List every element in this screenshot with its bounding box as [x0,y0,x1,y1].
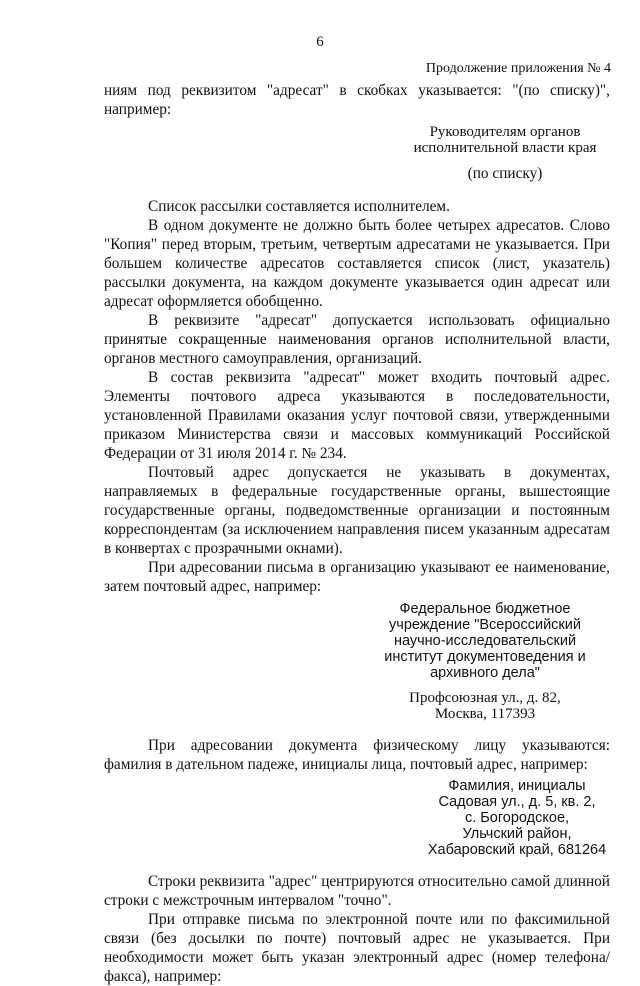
address-line: с. Богородское, [464,810,570,826]
address-line: Садовая ул., д. 5, кв. 2, [438,794,596,810]
paragraph: В состав реквизита "адресат" может входить почтовый адрес. Элементы почтового адреса указываются в последовательности, установленной Правилами оказания услуг почтовой связи, утвержденными приказом Министерства связи и массовых коммуникаций Российской Федерации от 31 июля 2014 г. № 234. [104,369,610,462]
paragraph: Почтовый адрес допускается не указывать в документах, направляемых в федеральные государственные органы, вышестоящие государственные органы, подведомственные организации и постоянным корреспондентам (за исключением направления писем указанным адресатам в конвертах с прозрачными окнами). [104,464,610,557]
paragraph: В одном документе не должно быть более четырех адресатов. Слово "Копия" перед вторым, третьим, четвертым адресатами не указывается. При большем количестве адресатов составляется список (лист, указатель) рассылки документа, на каждом документе указывается один адресат или адресат оформляется обобщенно. [104,217,610,310]
example-addressee-officials [400,124,610,156]
address-line: Федеральное бюджетное [399,601,571,617]
paragraph: Список рассылки составляется исполнителем. [148,198,450,215]
example-organization-postal-address [380,690,610,722]
document-body [104,81,610,986]
address-line: учреждение "Всероссийский [389,617,581,633]
paragraph: При адресовании письма в организацию указывают ее наименование, затем почтовый адрес, например: [104,559,610,595]
paragraph: Строки реквизита "адрес" центрируются относительно самой длинной строки с межстрочным интервалом "точно". [104,873,610,909]
address-line: Фамилия, инициалы [448,778,586,794]
paragraph: В реквизите "адресат" допускается использовать официально принятые сокращенные наименования органов исполнительной власти, органов местного самоуправления, организаций. [104,312,610,367]
paragraph: При адресовании документа физическому лицу указываются: фамилия в дательном падеже, инициалы лица, почтовый адрес, например: [104,737,610,773]
paragraph-continued: ниям под реквизитом "адресат" в скобках указывается: "(по списку)", например: [104,82,610,118]
address-line: Ульчский район, [462,826,572,842]
address-line: Профсоюзная ул., д. 82, [409,690,561,706]
address-line: Москва, 117393 [434,706,536,722]
example-addressee-organization [380,601,610,681]
paragraph: При отправке письма по электронной почте или по факсимильной связи (без досылки по почте) почтовый адрес не указывается. При необходимости может быть указан электронный адрес (номер телефона/факса), например: [104,911,610,985]
by-list-note: (по списку) [467,165,543,182]
page-number: 6 [316,34,324,50]
address-line: научно-исследовательский [393,633,577,649]
example-addressee-person [424,778,610,858]
appendix-continuation: Продолжение приложения № 4 [425,61,611,76]
address-line: Руководителям органов [429,124,581,140]
address-line: институт документоведения и [384,649,586,665]
address-line: исполнительной власти края [413,140,597,156]
address-line: архивного дела" [430,665,540,681]
address-line: Хабаровский край, 681264 [427,842,607,858]
